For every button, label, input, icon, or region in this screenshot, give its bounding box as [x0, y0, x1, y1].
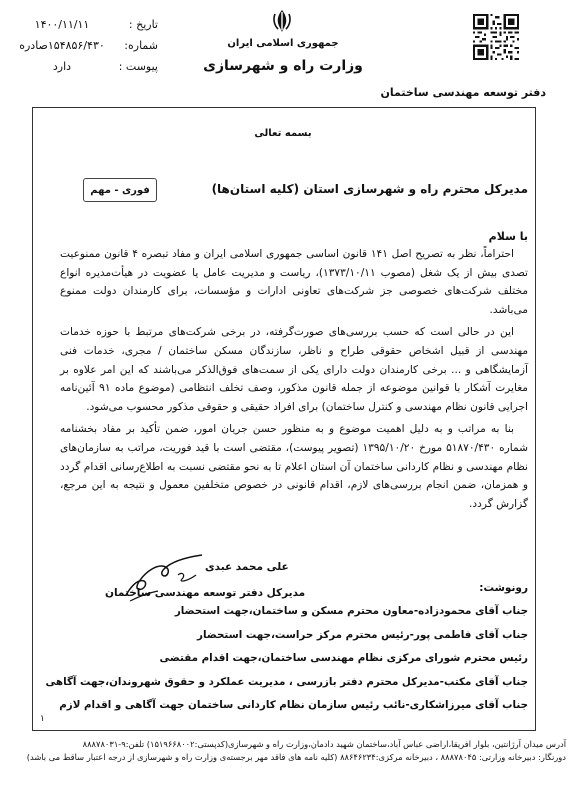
cc-item: جناب آقای مکتب-مدیرکل محترم دفتر بازرسی ، مدیریت عملکرد و حقوق شهروندان،جهت آگاهی: [45, 675, 528, 688]
date-label: تاریخ :: [128, 18, 158, 31]
qr-code-icon: [473, 14, 519, 60]
letter-meta: [18, 14, 158, 77]
addressee: مدیرکل محترم راه و شهرسازی استان (کلیه استان‌ها): [211, 182, 528, 196]
cc-item: رئیس محترم شورای مرکزی نظام مهندسی ساختمان،جهت اقدام مقتضی: [159, 652, 528, 664]
letter-body: [60, 245, 528, 517]
country-name: جمهوری اسلامی ایران: [227, 38, 339, 49]
number-label: شماره:: [124, 39, 158, 52]
footer-contacts: دورنگار: دبیرخانه وزارتی: ۸۸۸۷۸۰۴۵ ، دبیرخانه مرکزی:۸۸۶۴۶۲۳۴ (کلیه نامه های فاقد مهر برجسته‌ی وزارت راه و شهرسازی از درجه اعتبار ساقط می باشد): [26, 752, 566, 762]
signer-name: علی محمد عبدی: [205, 561, 289, 573]
cc-item: جناب آقای فاطمی پور-رئیس محترم مرکز حراست،جهت استحضار: [197, 628, 528, 641]
date-row: [18, 14, 158, 35]
cc-label: رونوشت:: [479, 582, 528, 594]
number-row: [18, 35, 158, 56]
national-emblem-icon: [271, 8, 293, 34]
footer: [10, 738, 566, 764]
greeting: با سلام: [488, 230, 528, 243]
basmala: بسمه تعالی: [254, 128, 312, 139]
attachment-row: [18, 56, 158, 77]
attachment-label: پیوست :: [118, 60, 158, 73]
ministry-name: وزارت راه و شهرسازی: [203, 58, 363, 74]
body-paragraph: این در حالی است که حسب بررسی‌های صورت‌گرفته، در برخی شرکت‌های مرتبط با حوزه خدمات مهندسی از قبیل اشخاص حقوقی طراح و ناظر، سازندگان مسکن ساختمان / مجری، خدمات فنی آزمایشگاهی و ... برخی کارمندان دولت دارای یکی از سمت‌های فوق‌الذکر می‌باشند که این امر علاوه بر مغایرت آشکار با قوانین موضوعه از جمله قانون مذکور، وصف تخلف انتظامی (موضوع ماده ۹۱ آئین‌نامه اجرایی قانون نظام مهندسی و کنترل ساختمان) برای افراد حقیقی و حقوقی مذکور محسوب می‌شود.: [60, 326, 528, 413]
office-name: دفتر توسعه مهندسی ساختمان: [380, 86, 546, 99]
body-paragraph: احتراماً، نظر به تصریح اصل ۱۴۱ قانون اساسی جمهوری اسلامی ایران و مفاد تبصره ۴ قانون ممنوعیت تصدی بیش از یک شغل (مصوب ۱۳۷۳/۱۰/۱۱)، ریاست و مدیریت عامل یا عضویت در هیأت‌مدیره انواع مختلف شرکت‌های خصوصی جز شرکت‌های تعاونی ادارات و مؤسسات، برای کارمندان دولت ممنوع می‌باشد.: [60, 248, 528, 316]
body-paragraph: بنا به مراتب و به دلیل اهمیت موضوع و به منظور حسن جریان امور، ضمن تأکید بر مفاد بخشنامه شماره ۵۱۸۷۰/۴۳۰ مورخ ۱۳۹۵/۱۰/۲۰ (تصویر پیوست)، مقتضی است با قید فوریت، مراتب به سازمان‌های نظام مهندسی و نظام کاردانی ساختمان آن استان اعلام تا به نحو مقتضی نسبت به اطلاع‌رسانی اقدام گردد و همزمان، ضمن انجام بررسی‌های لازم، اقدام قانونی در خصوص متخلفین معمول و نتیجه به این مرجع، گزارش گردد.: [60, 423, 528, 510]
cc-list: [45, 600, 528, 718]
footer-address: آدرس میدان آرژانتین، بلوار افریقا،اراضی عباس آباد،ساختمان شهید دادمان،وزارت راه و شهرسازی(کدپستی:۱۵۱۹۶۶۸۰۰۲) تلفن:۹-۸۸۸۷۸۰۳۱: [82, 739, 566, 749]
page-number: ۱: [40, 714, 45, 724]
cc-item: جناب آقای میرزاشکاری-نائب رئیس سازمان نظام کاردانی ساختمان جهت آگاهی و اقدام لازم: [59, 699, 528, 711]
signer-title: مدیرکل دفتر توسعه مهندسی ساختمان: [105, 587, 306, 599]
attachment-value: دارد: [52, 60, 72, 73]
cc-item: جناب آقای محمودزاده-معاون محترم مسکن و ساختمان،جهت استحضار: [174, 605, 528, 617]
priority-stamp: [83, 178, 157, 202]
date-value: ۱۴۰۰/۱۱/۱۱: [34, 18, 90, 31]
number-value: ۱۵۴۸۵۶/۴۳۰صادره: [19, 39, 105, 52]
priority-stamp-text: فوری - مهم: [90, 184, 150, 196]
